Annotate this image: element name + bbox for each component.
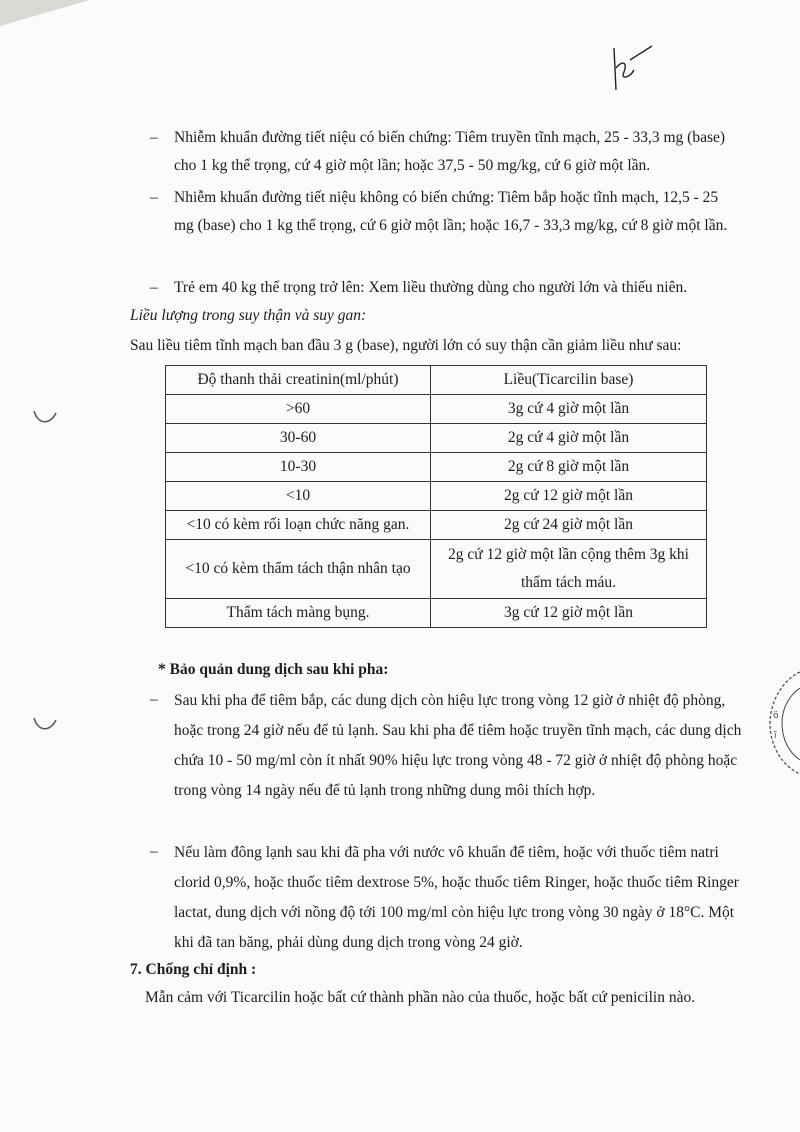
list-dash: – — [150, 843, 158, 860]
table-cell: 2g cứ 8 giờ một lần — [431, 453, 707, 482]
list-dash: – — [150, 189, 158, 206]
uti-complicated-item: Nhiễm khuẩn đường tiết niệu có biến chứng: Tiêm truyền tĩnh mạch, 25 - 33,3 mg (base) cho 1 kg thể trọng, cứ 4 giờ một lần; hoặc 37,5 - 50 mg/kg, cứ 6 giờ một lần. — [174, 129, 726, 174]
table-cell: 3g cứ 12 giờ một lần — [431, 599, 707, 628]
scan-corner-shadow — [0, 0, 90, 26]
table-cell: 2g cứ 4 giờ một lần — [431, 424, 707, 453]
table-row — [166, 599, 707, 628]
renal-dosage-table — [165, 365, 707, 628]
table-cell: 10-30 — [166, 453, 431, 482]
table-row — [166, 511, 707, 540]
svg-text:ö: ö — [773, 711, 779, 721]
table-cell: 3g cứ 4 giờ một lần — [431, 395, 707, 424]
table-cell: 2g cứ 12 giờ một lần cộng thêm 3g khi thẩm tách máu. — [431, 540, 707, 599]
table-cell: 2g cứ 24 giờ một lần — [431, 511, 707, 540]
table-cell: <10 — [166, 482, 431, 511]
table-cell: <10 có kèm rối loạn chức năng gan. — [166, 511, 431, 540]
list-dash: – — [150, 129, 158, 146]
storage-item-frozen: Nếu làm đông lạnh sau khi đã pha với nước vô khuẩn để tiêm, hoặc với thuốc tiêm natri clorid 0,9%, hoặc thuốc tiêm dextrose 5%, hoặc thuốc tiêm Ringer, hoặc thuốc tiêm Ringer lactat, dung dịch với nồng độ tới 100 mg/ml còn hiệu lực trong vòng 30 ngày ở 18°C. Một khi đã tan băng, phải dùng dung dịch trong vòng 24 giờ. — [174, 844, 739, 951]
svg-text:ĩ: ĩ — [774, 731, 777, 741]
table-cell: 2g cứ 12 giờ một lần — [431, 482, 707, 511]
storage-item-intramuscular: Sau khi pha để tiêm bắp, các dung dịch còn hiệu lực trong vòng 12 giờ ở nhiệt độ phòng, hoặc trong 24 giờ nếu để tủ lạnh. Sau khi pha để tiêm hoặc truyền tĩnh mạch, các dung dịch chứa 10 - 50 mg/ml còn ít nhất 90% hiệu lực trong vòng 48 - 72 giờ ở nhiệt độ phòng hoặc trong vòng 14 ngày nếu để tủ lạnh trong những dung môi thích hợp. — [174, 692, 742, 799]
table-row — [166, 395, 707, 424]
list-dash: – — [150, 279, 158, 296]
handwritten-initials-mark — [600, 40, 660, 95]
uti-uncomplicated-item: Nhiễm khuẩn đường tiết niệu không có biến chứng: Tiêm bắp hoặc tĩnh mạch, 12,5 - 25 mg (base) cho 1 kg thể trọng, cứ 6 giờ một lần; hoặc 16,7 - 33,3 mg/kg, cứ 8 giờ một lần. — [174, 189, 728, 234]
table-cell: <10 có kèm thẩm tách thận nhân tạo — [166, 540, 431, 599]
contraindications-text: Mẫn cảm với Ticarcilin hoặc bất cứ thành phần nào của thuốc, hoặc bất cứ penicilin nào. — [145, 989, 696, 1006]
hole-punch-mark — [30, 712, 60, 736]
renal-dosage-intro: Sau liều tiêm tĩnh mạch ban đầu 3 g (base), người lớn có suy thận cần giảm liều như sau: — [130, 337, 682, 354]
storage-heading: * Bảo quản dung dịch sau khi pha: — [158, 661, 389, 678]
column-header: Liều(Ticarcilin base) — [431, 366, 707, 395]
table-row — [166, 424, 707, 453]
table-cell: Thẩm tách màng bụng. — [166, 599, 431, 628]
contraindications-heading: 7. Chống chỉ định : — [130, 961, 257, 978]
partial-seal-stamp — [760, 668, 800, 778]
table-row — [166, 540, 707, 599]
table-cell: >60 — [166, 395, 431, 424]
table-cell: 30-60 — [166, 424, 431, 453]
list-dash: – — [150, 691, 158, 708]
renal-dosage-heading: Liều lượng trong suy thận và suy gan: — [130, 307, 367, 324]
column-header: Độ thanh thải creatinin(ml/phút) — [166, 366, 431, 395]
children-40kg-item: Trẻ em 40 kg thể trọng trở lên: Xem liều thường dùng cho người lớn và thiếu niên. — [174, 279, 688, 296]
table-row — [166, 453, 707, 482]
table-row — [166, 482, 707, 511]
table-header-row — [166, 366, 707, 395]
hole-punch-mark — [30, 405, 60, 429]
